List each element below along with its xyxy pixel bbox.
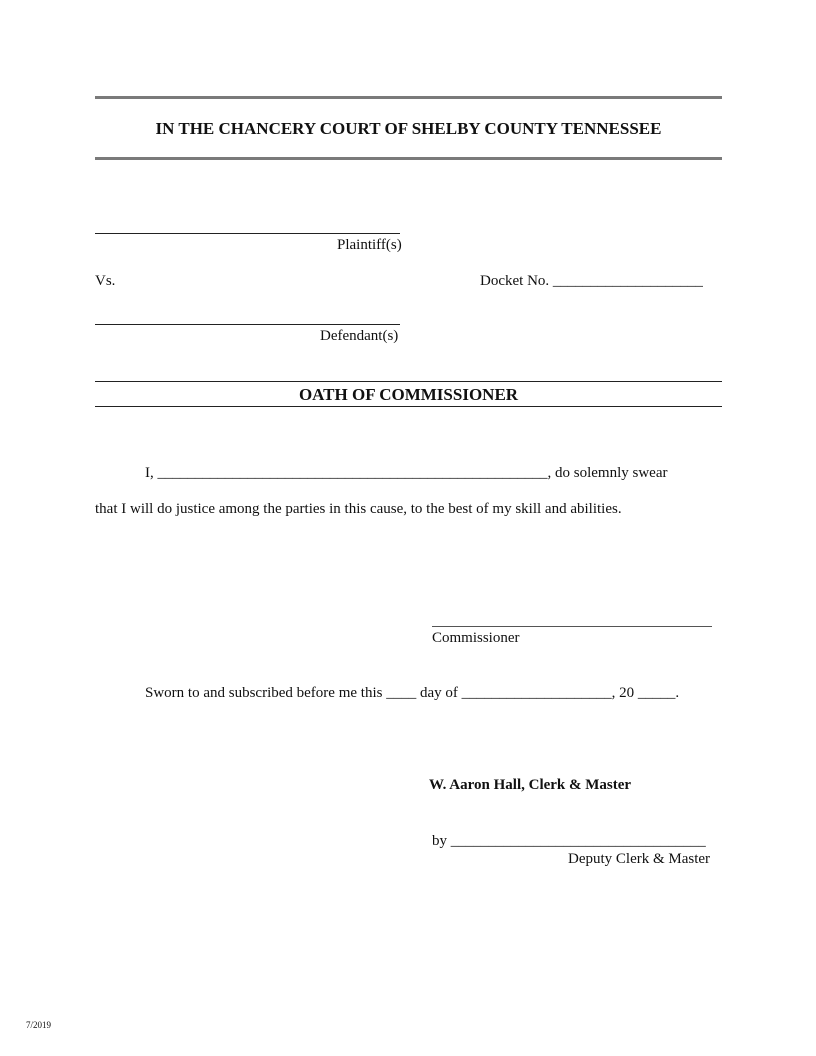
deputy-clerk-label: Deputy Clerk & Master: [568, 851, 711, 867]
defendant-signature-line[interactable]: [95, 324, 400, 325]
commissioner-label: Commissioner: [432, 630, 520, 646]
defendant-label: Defendant(s): [320, 328, 399, 344]
header-top-rule: [95, 96, 722, 99]
title-bottom-rule: [95, 406, 722, 407]
header-bottom-rule: [95, 157, 722, 160]
plaintiff-label: Plaintiff(s): [337, 237, 402, 253]
document-title: OATH OF COMMISSIONER: [298, 385, 519, 404]
versus-label: Vs.: [95, 273, 116, 289]
oath-line-2: that I will do justice among the parties in this cause, to the best of my skill and abilities.: [95, 501, 622, 517]
oath-line-1[interactable]: I, ____________________________________________________, do solemnly swear: [145, 465, 668, 481]
revision-date: 7/2019: [26, 1020, 52, 1030]
deputy-signature-line[interactable]: by __________________________________: [432, 833, 706, 849]
clerk-name: W. Aaron Hall, Clerk & Master: [429, 777, 632, 793]
title-top-rule: [95, 381, 722, 382]
commissioner-signature-line[interactable]: [432, 626, 712, 627]
docket-number-field[interactable]: Docket No. ____________________: [480, 273, 703, 289]
sworn-statement[interactable]: Sworn to and subscribed before me this ____ day of ____________________, 20 _____.: [145, 685, 680, 701]
court-title: IN THE CHANCERY COURT OF SHELBY COUNTY TENNESSEE: [155, 119, 662, 138]
plaintiff-signature-line[interactable]: [95, 233, 400, 234]
